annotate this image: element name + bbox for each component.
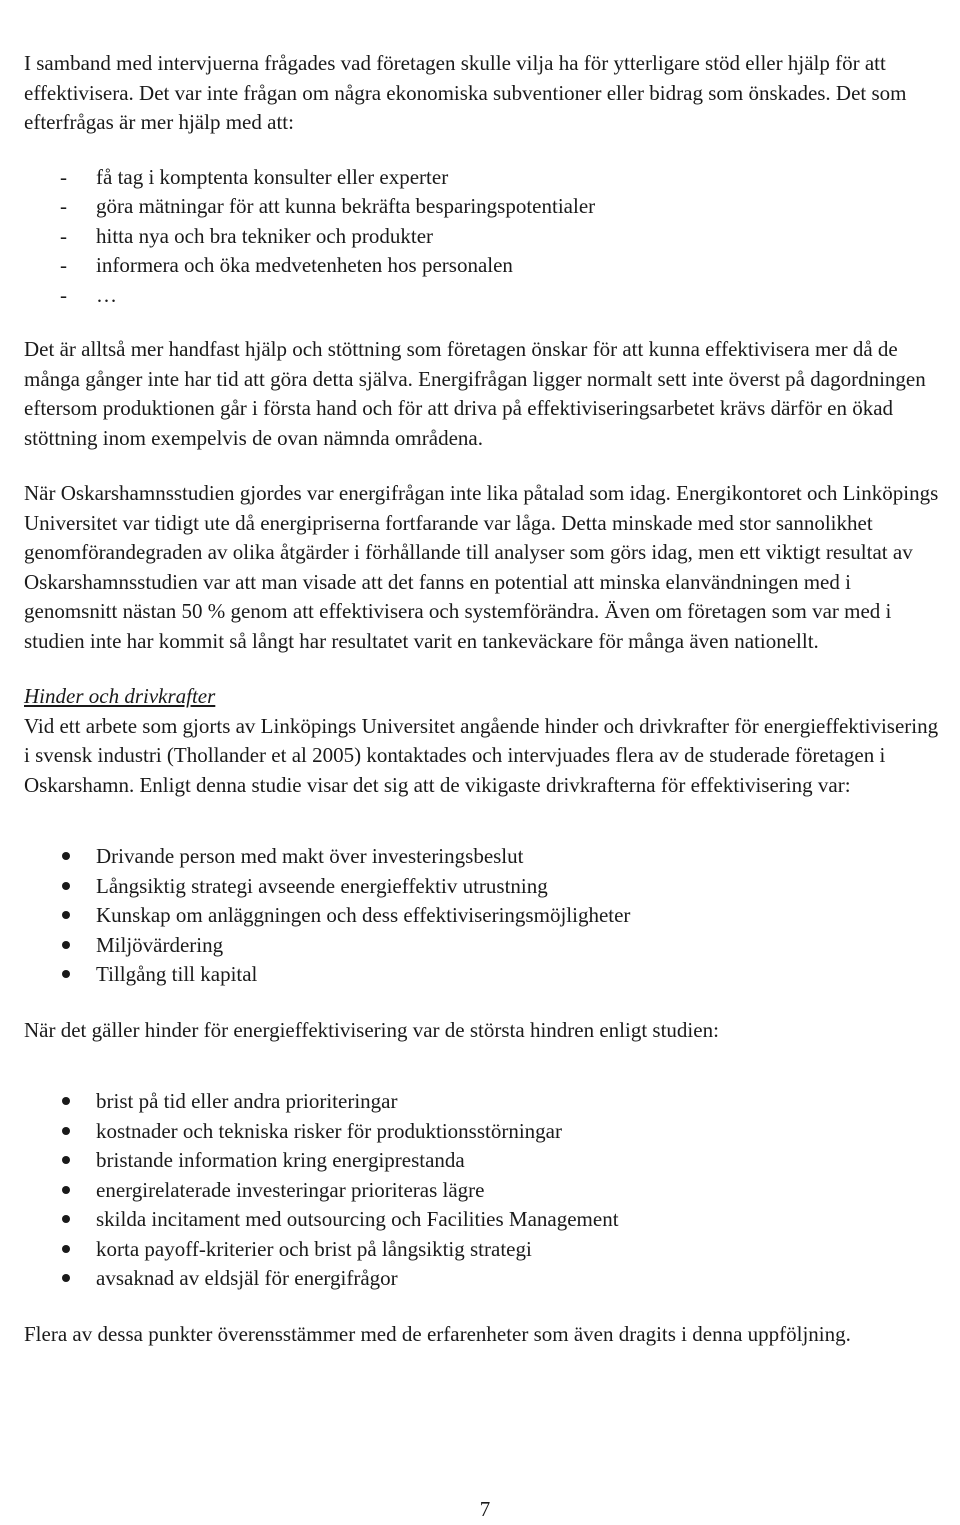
list-item: Miljövärdering [24, 931, 940, 961]
list-item: skilda incitament med outsourcing och Facilities Management [24, 1205, 940, 1235]
intro-paragraph: I samband med intervjuerna frågades vad företagen skulle vilja ha för ytterligare stöd eller hjälp för att effektivisera. Det var inte frågan om några ekonomiska subventioner eller bidrag som önskades. Det som efterfrågas är mer hjälp med att: [24, 51, 907, 134]
document-page [24, 49, 940, 1349]
list-item: - informera och öka medvetenheten hos personalen [24, 251, 940, 281]
help-needs-list [24, 163, 940, 311]
list-item: korta payoff-kriterier och brist på långsiktig strategi [24, 1235, 940, 1265]
closing-paragraph: Flera av dessa punkter överensstämmer med de erfarenheter som även dragits i denna uppföljning. [24, 1321, 851, 1346]
list-item: Långsiktig strategi avseende energieffektiv utrustning [24, 872, 940, 902]
oskarshamn-paragraph: När Oskarshamnsstudien gjordes var energifrågan inte lika påtalad som idag. Energikontoret och Linköpings Universitet var tidigt ute då energipriserna fortfarande var låga. Detta minskade med stor sannolikhet genomförandegraden av olika åtgärder i förhållande till analyser som görs idag, men ett viktigt resultat av Oskarshamnsstudien var att man visade att det fanns en potential att minska elanvändningen med i genomsnitt nästan 50 % genom att effektivisera och systemförändra. Även om företagen som var med i studien inte har kommit så långt har resultatet varit en tankeväckare för många även nationellt. [24, 481, 939, 653]
barriers-list [24, 1087, 940, 1294]
support-paragraph: Det är alltså mer handfast hjälp och stöttning som företagen önskar för att kunna effektivisera mer då de många gånger inte har tid att göra detta själva. Energifrågan ligger normalt sett inte överst på dagordningen eftersom produktionen går i första hand och för att driva på effektiviseringsarbetet krävs därför en ökad stöttning inom exempelvis de ovan nämnda områdena. [24, 337, 926, 450]
list-item: energirelaterade investeringar prioriteras lägre [24, 1176, 940, 1206]
drivers-list [24, 842, 940, 990]
list-item: - få tag i komptenta konsulter eller experter [24, 163, 940, 193]
list-item: kostnader och tekniska risker för produktionsstörningar [24, 1117, 940, 1147]
list-item: Tillgång till kapital [24, 960, 940, 990]
list-item: - göra mätningar för att kunna bekräfta besparingspotentialer [24, 192, 940, 222]
list-item: brist på tid eller andra prioriteringar [24, 1087, 940, 1117]
list-item: Kunskap om anläggningen och dess effektiviseringsmöjligheter [24, 901, 940, 931]
list-item: Drivande person med makt över investeringsbeslut [24, 842, 940, 872]
barriers-paragraph: När det gäller hinder för energieffektivisering var de största hindren enligt studien: [24, 1017, 719, 1042]
section-heading: Hinder och drivkrafter [24, 684, 216, 708]
list-item: - hitta nya och bra tekniker och produkter [24, 222, 940, 252]
list-item: - … [24, 281, 940, 311]
list-item: avsaknad av eldsjäl för energifrågor [24, 1264, 940, 1294]
list-item: bristande information kring energiprestanda [24, 1146, 940, 1176]
page-number: 7 [479, 1497, 491, 1521]
drivers-paragraph: Vid ett arbete som gjorts av Linköpings Universitet angående hinder och drivkrafter för energieffektivisering i svensk industri (Thollander et al 2005) kontaktades och intervjuades flera av de studerade företagen i Oskarshamn. Enligt denna studie visar det sig att de vikigaste drivkrafterna för effektivisering var: [24, 713, 939, 797]
